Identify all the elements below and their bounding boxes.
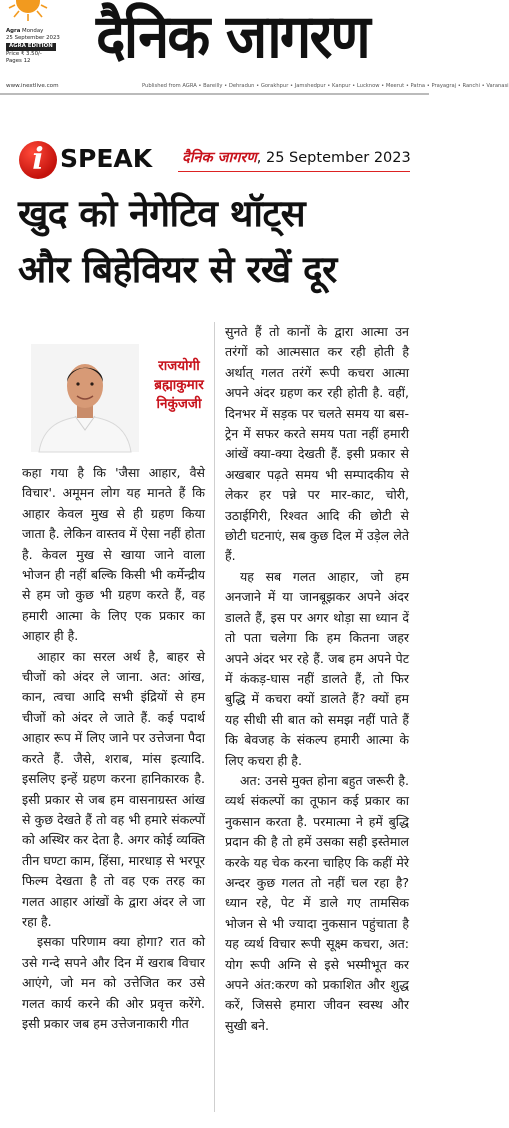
article-body-left-column [22,463,205,1034]
body-paragraph: कहा गया है कि 'जैसा आहार, वैसे विचार'. अमूमन लोग यह मानते हैं कि आहार केवल मुख से ही ग्रहण किया जाता है. लेकिन वास्तव में ऐसा नहीं होता है. केवल मुख से खाया जाने वाला भोजन ही नहीं बल्कि किसी भी कर्मेन्द्रीय से हम जो कुछ भी ग्रहण करते हैं, वह हमारी आत्मा के लिए एक प्रकार का आहार ही है. [22,465,205,644]
website-url[interactable]: www.inextlive.com [6,83,59,89]
author-box [18,325,218,465]
column-divider [214,322,215,1112]
dateline-underline [178,171,410,172]
headline-line-2: और बिहेवियर से रखें दूर [18,248,337,291]
article-headline [18,186,418,298]
body-paragraph: इसका परिणाम क्या होगा? रात को उसे गन्दे सपने और दिन में खराब विचार आएंगे, जो मन को उत्तेजित कर उसे गलत कार्य करने की ओर प्रवृत्त करेंगे. इसी प्रकार जब हम उत्तेजनाकारी गीत [22,934,205,1031]
dateline-date: 25 September 2023 [266,150,411,166]
edition-date: 25 September 2023 [6,35,60,42]
author-name [136,357,222,414]
edition-info [6,28,90,65]
author-name-line-1: राजयोगी [158,358,200,374]
body-paragraph: यह सब गलत आहार, जो हम अनजाने में या जानबूझकर अपने अंदर डालते हैं, इस पर अगर थोड़ा सा ध्यान दें तो पता चलेगा कि हम कितना जहर अपने अंदर भर रहे हैं. जब हम अपने पेट में कंकड़-घास नहीं डालते हैं, तो फिर बुद्धि में कचरा क्यों डालते हैं? क्यों हम यह सीधी सी बात को समझ नहीं पाते हैं कि बेवजह के संकल्प हमारी आत्मा के लिए कचरा ही है. [225,568,409,768]
masthead [0,0,509,96]
edition-pages: Pages 12 [6,57,31,64]
article-body-right-column [225,322,409,1036]
body-paragraph: अत: उनसे मुक्त होना बहुत जरूरी है. व्यर्थ संकल्पों का तूफान कई प्रकार का नुकसान करता है. परमात्मा ने हमें बुद्धि प्रदान की है तो हमें उसका सही इस्तेमाल करके यह चेक करना चाहिए कि कहीं मेरे अन्दर कुछ गलत तो नहीं चल रहा है? ध्यान रहे, पेट में डाले गए तामसिक भोजन से भी ज्यादा नुकसान पहुंचाता है यह व्यर्थ विचार रूपी सूक्ष्म कचरा, अत: योग रूपी अग्नि से इसे भस्मीभूत कर अपने अंत:करण को प्रकाशित और शुद्ध करें, जिससे हमारा जीवन स्वस्थ और सुखी बने. [225,772,409,1033]
author-portrait [31,344,139,452]
edition-weekday: Monday [22,28,44,34]
edition-badge: AGRA EDITION [6,43,56,50]
ispeak-i-icon: i [19,141,57,179]
article-dateline: दैनिक जागरण, 25 September 2023 [182,150,411,166]
ispeak-label: SPEAK [60,144,153,173]
headline-line-1: खुद को नेगेटिव थॉट्स [18,192,306,235]
edition-price: Price ₹ 3.50/- [6,50,42,57]
dateline-paper-name: दैनिक जागरण [182,150,257,166]
edition-city: Agra [6,28,21,34]
body-paragraph: सुनते हैं तो कानों के द्वारा आत्मा उन तरंगों को आत्मसात कर रही होती है अर्थात् गलत तरंगें रूपी कचरा आत्मा अपने अंदर ग्रहण कर रही होती है. वहीं, दिनभर में सड़क पर चलते समय या बस-ट्रेन में सफर करते समय पता नहीं हमारी आंखें क्या-क्या देखती हैं. इसी प्रकार से अखबार पढ़ते समय भी सम्पादकीय से लेकर हर पन्ने पर मार-काट, चोरी, उठाईगिरी, रिश्वत आदि की छोटी से छोटी घटनाएं, सब कुछ दिल में उड़ेल लेते हैं. [225,324,409,564]
body-paragraph: आहार का सरल अर्थ है, बाहर से चीजों को अंदर ले जाना. अत: आंख, कान, त्वचा आदि सभी इंद्रियों से हम चीजों को अंदर ले जाते हैं. कई पदार्थ आहार रूप में लिए जाने पर उत्तेजना पैदा करते हैं. जैसे, शराब, मांस इत्यादि. इसलिए इन्हें ग्रहण करना हानिकारक है. इसी प्रकार से जब हम वासनाग्रस्त आंख से कुछ देखते हैं तो वह भी हमारे संकल्पों को अस्थिर कर देता है. अगर कोई व्यक्ति तीन घण्टा काम, हिंसा, मारधाड़ से भरपूर फिल्म देखता है तो वह एक तरह का गलत आहार आंखों के द्वारा अंदर ले जा रहा है. [22,648,205,929]
masthead-divider [0,93,429,95]
published-from-cities: Published from AGRA • Bareilly • Dehradun • Gorakhpur • Jamshedpur • Kanpur • Lucknow • Meerut • Patna • Prayagraj • Ranchi • Varanasi [142,83,509,89]
author-name-line-3: निकुंजजी [156,396,202,412]
sun-logo-icon [8,0,48,22]
newspaper-logo: दैनिक जागरण [96,2,369,72]
author-name-line-2: ब्रह्माकुमार [154,377,204,393]
